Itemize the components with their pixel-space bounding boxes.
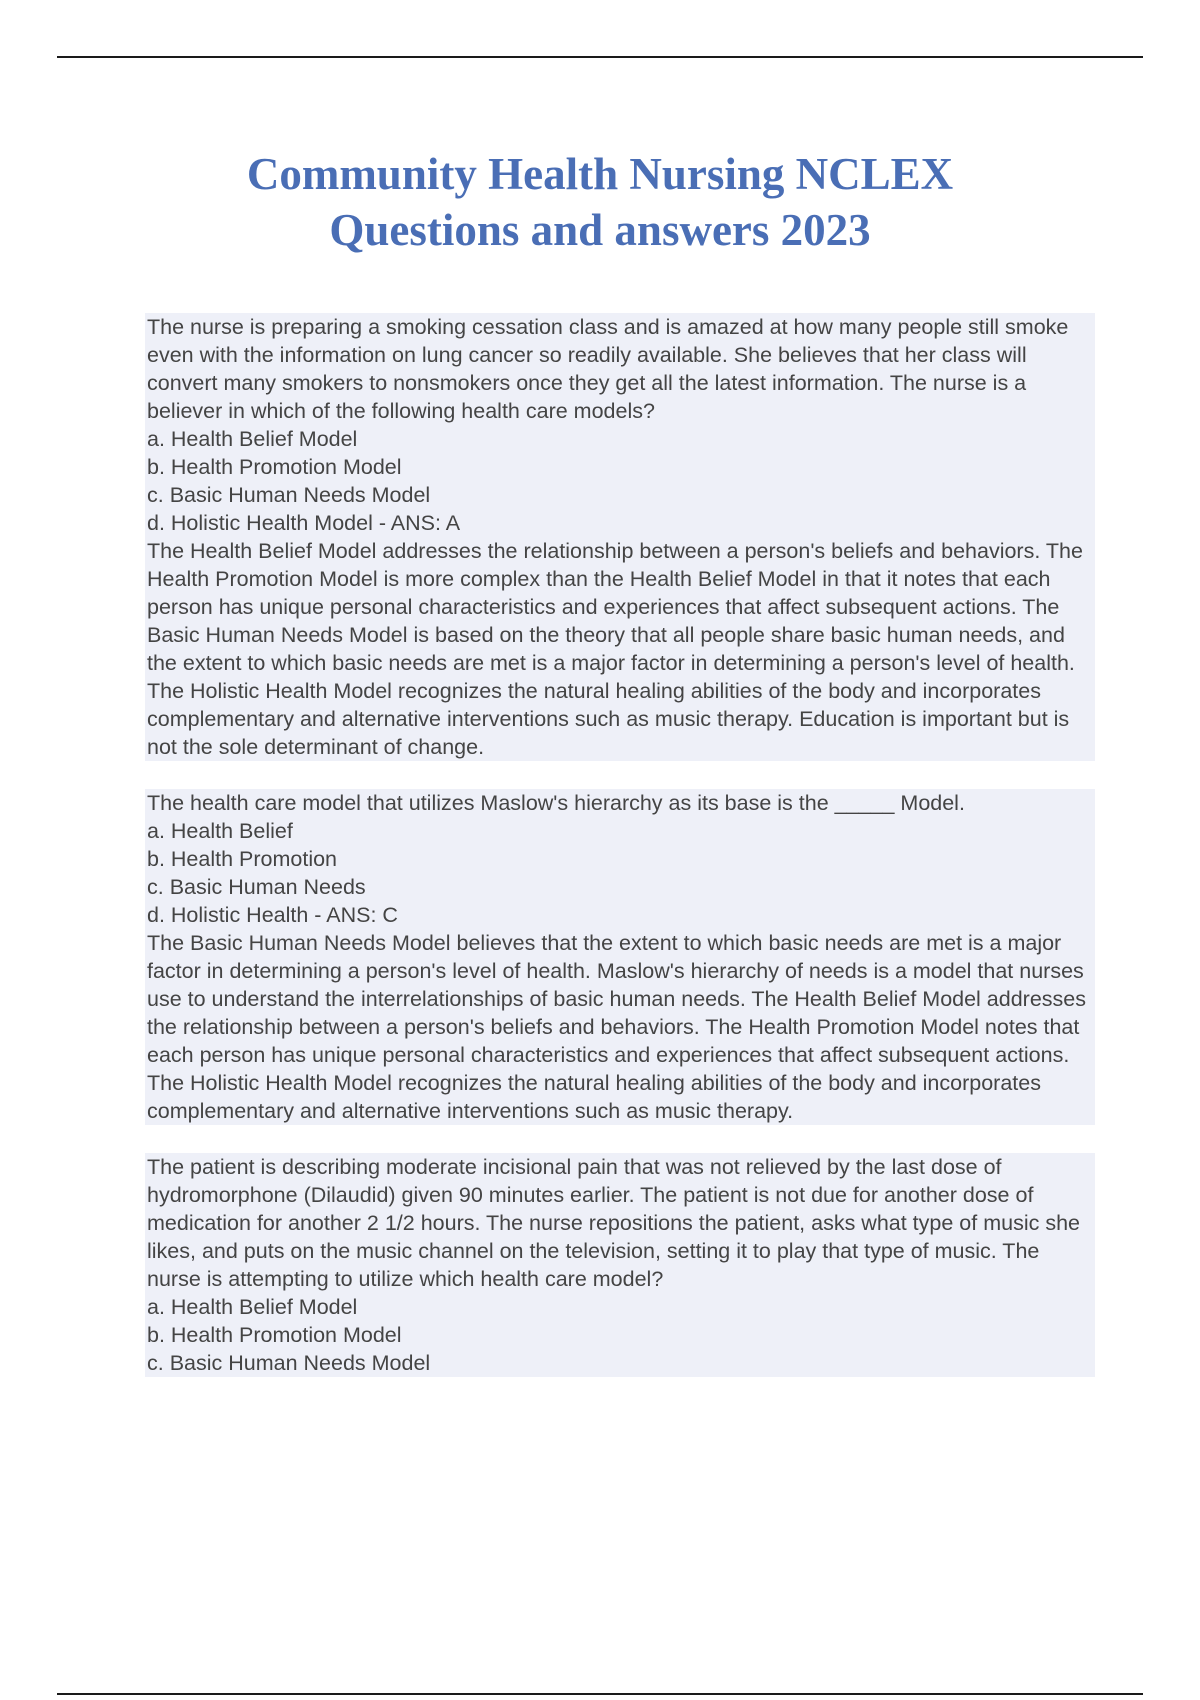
question-1-option-b: b. Health Promotion Model bbox=[147, 455, 402, 479]
question-2-option-c: c. Basic Human Needs bbox=[147, 875, 366, 899]
question-1-rationale: The Health Belief Model addresses the relationship between a person's beliefs and behaviors. The Health Promotion Model is more complex than the Health Belief Model in that it notes that each person has unique personal characteristics and experiences that affect subsequent actions. The Basic Human Needs Model is based on the theory that all people share basic human needs, and the extent to which basic needs are met is a major factor in determining a person's level of health. The Holistic Health Model recognizes the natural healing abilities of the body and incorporates complementary and alternative interventions such as music therapy. Education is important but is not the sole determinant of change. bbox=[147, 539, 1083, 759]
top-rule bbox=[57, 56, 1143, 58]
question-1-stem: The nurse is preparing a smoking cessation class and is amazed at how many people still smoke even with the information on lung cancer so readily available. She believes that her class will convert many smokers to nonsmokers once they get all the latest information. The nurse is a believer in which of the following health care models? bbox=[147, 315, 1069, 423]
question-2-option-d: d. Holistic Health - ANS: C bbox=[147, 903, 398, 927]
question-3-option-b: b. Health Promotion Model bbox=[147, 1323, 402, 1347]
spacer bbox=[145, 1125, 1095, 1153]
question-1 bbox=[145, 313, 1095, 761]
title-line-1: Community Health Nursing NCLEX bbox=[246, 149, 954, 199]
question-3-stem: The patient is describing moderate incisional pain that was not relieved by the last dose of hydromorphone (Dilaudid) given 90 minutes earlier. The patient is not due for another dose of medication for another 2 1/2 hours. The nurse repositions the patient, asks what type of music she likes, and puts on the music channel on the television, setting it to play that type of music. The nurse is attempting to utilize which health care model? bbox=[147, 1155, 1080, 1291]
question-1-option-d: d. Holistic Health Model - ANS: A bbox=[147, 511, 461, 535]
question-2-rationale: The Basic Human Needs Model believes that the extent to which basic needs are met is a major factor in determining a person's level of health. Maslow's hierarchy of needs is a model that nurses use to understand the interrelationships of basic human needs. The Health Belief Model addresses the relationship between a person's beliefs and behaviors. The Health Promotion Model notes that each person has unique personal characteristics and experiences that affect subsequent actions. The Holistic Health Model recognizes the natural healing abilities of the body and incorporates complementary and alternative interventions such as music therapy. bbox=[147, 931, 1087, 1123]
spacer bbox=[145, 761, 1095, 789]
question-3-option-c: c. Basic Human Needs Model bbox=[147, 1351, 431, 1375]
question-3-option-a: a. Health Belief Model bbox=[147, 1295, 358, 1319]
bottom-rule bbox=[57, 1693, 1143, 1695]
title-line-2: Questions and answers 2023 bbox=[329, 205, 871, 255]
question-2-option-b: b. Health Promotion bbox=[147, 847, 338, 871]
page-title bbox=[100, 146, 1100, 258]
question-2 bbox=[145, 789, 1095, 1125]
question-2-stem: The health care model that utilizes Maslow's hierarchy as its base is the _____ Model. bbox=[147, 791, 965, 815]
document-body bbox=[145, 313, 1095, 1377]
question-1-option-c: c. Basic Human Needs Model bbox=[147, 483, 431, 507]
question-3 bbox=[145, 1153, 1095, 1377]
question-2-option-a: a. Health Belief bbox=[147, 819, 293, 843]
question-1-option-a: a. Health Belief Model bbox=[147, 427, 358, 451]
